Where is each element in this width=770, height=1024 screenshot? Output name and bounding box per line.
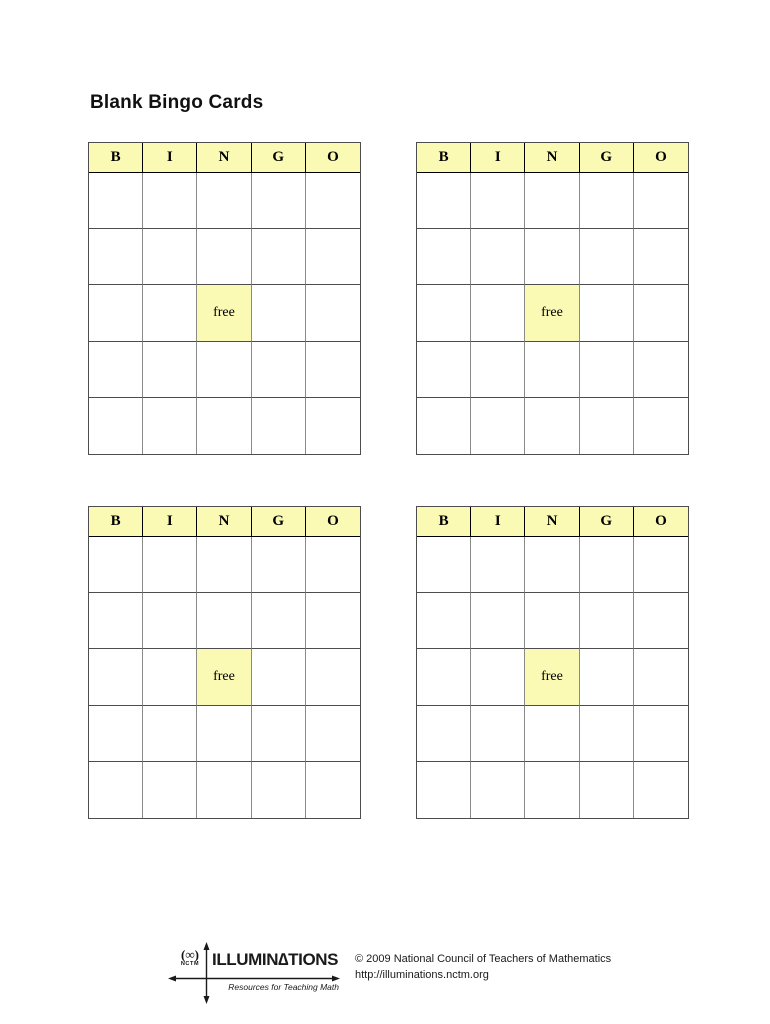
logo-tagline: Resources for Teaching Math: [228, 982, 339, 992]
bingo-cell: [89, 537, 143, 593]
bingo-cell: [89, 706, 143, 762]
bingo-cell: [252, 173, 306, 229]
bingo-cell: [143, 342, 197, 398]
bingo-cell: [143, 229, 197, 285]
bingo-free-cell: free: [197, 285, 251, 341]
bingo-card-3: [88, 506, 361, 819]
bingo-cell: [417, 398, 471, 454]
bingo-cell: [525, 173, 579, 229]
bingo-header-cell-n: N: [197, 143, 251, 173]
bingo-cell: [525, 706, 579, 762]
bingo-header-cell-b: B: [89, 143, 143, 173]
bingo-cell: [525, 398, 579, 454]
bingo-cell: [417, 649, 471, 705]
bingo-cell: [471, 706, 525, 762]
bingo-header-cell-n: N: [525, 143, 579, 173]
bingo-cell: [89, 398, 143, 454]
bingo-header-cell-g: G: [252, 507, 306, 537]
bingo-free-cell: free: [197, 649, 251, 705]
bingo-cell: [417, 173, 471, 229]
bingo-cell: [252, 649, 306, 705]
bingo-cell: [197, 706, 251, 762]
bingo-cell: [525, 537, 579, 593]
bingo-cell: [306, 398, 360, 454]
bingo-cell: [580, 762, 634, 818]
bingo-cell: [417, 706, 471, 762]
bingo-header-cell-i: I: [143, 143, 197, 173]
bingo-cell: [471, 342, 525, 398]
bingo-header-cell-o: O: [306, 507, 360, 537]
bingo-cell: [580, 649, 634, 705]
bingo-cell: [417, 762, 471, 818]
bingo-cell: [525, 762, 579, 818]
illuminations-wordmark: ILLUMIN∆TIONS: [212, 950, 339, 969]
page-title: Blank Bingo Cards: [90, 92, 264, 113]
bingo-cell: [634, 173, 688, 229]
bingo-cell: [252, 285, 306, 341]
bingo-cell: [525, 593, 579, 649]
nctm-infinity-icon: (∞): [181, 947, 199, 962]
bingo-cell: [580, 537, 634, 593]
bingo-cell: [471, 762, 525, 818]
bingo-header-cell-o: O: [634, 143, 688, 173]
bingo-cell: [634, 593, 688, 649]
bingo-cell: [471, 229, 525, 285]
illuminations-logo: [168, 940, 340, 1006]
bingo-cell: [417, 593, 471, 649]
bingo-cell: [634, 537, 688, 593]
bingo-cell: [89, 762, 143, 818]
bingo-cell: [143, 285, 197, 341]
copyright-text: © 2009 National Council of Teachers of Mathematics: [355, 953, 612, 965]
bingo-cell: [197, 342, 251, 398]
bingo-cell: [197, 537, 251, 593]
bingo-cell: [634, 398, 688, 454]
nctm-logo: [176, 948, 204, 967]
bingo-cell: [634, 342, 688, 398]
bingo-cell: [89, 649, 143, 705]
bingo-cell: [252, 229, 306, 285]
bingo-cell: [417, 342, 471, 398]
bingo-cell: [306, 537, 360, 593]
bingo-cell: [417, 229, 471, 285]
bingo-cell: [580, 229, 634, 285]
credits: [355, 952, 611, 983]
bingo-cell: [197, 762, 251, 818]
bingo-cell: [471, 173, 525, 229]
bingo-cell: [306, 649, 360, 705]
bingo-cell: [471, 398, 525, 454]
bingo-cell: [143, 706, 197, 762]
bingo-cell: [580, 173, 634, 229]
bingo-cell: [525, 229, 579, 285]
bingo-cell: [580, 706, 634, 762]
bingo-header-cell-n: N: [197, 507, 251, 537]
bingo-cell: [252, 398, 306, 454]
bingo-cell: [143, 762, 197, 818]
bingo-cell: [580, 398, 634, 454]
bingo-cell: [634, 762, 688, 818]
bingo-cell: [89, 593, 143, 649]
bingo-cell: [143, 537, 197, 593]
bingo-cell: [143, 398, 197, 454]
bingo-cell: [252, 593, 306, 649]
bingo-cell: [143, 649, 197, 705]
bingo-cell: [634, 649, 688, 705]
bingo-header-cell-i: I: [143, 507, 197, 537]
bingo-card-4: [416, 506, 689, 819]
bingo-cell: [143, 593, 197, 649]
bingo-free-cell: free: [525, 649, 579, 705]
bingo-cell: [525, 342, 579, 398]
bingo-header-cell-i: I: [471, 507, 525, 537]
bingo-cell: [634, 285, 688, 341]
bingo-cell: [580, 593, 634, 649]
bingo-cell: [197, 173, 251, 229]
bingo-cell: [306, 342, 360, 398]
bingo-header-cell-b: B: [89, 507, 143, 537]
bingo-cell: [471, 285, 525, 341]
bingo-cell: [89, 229, 143, 285]
bingo-cell: [252, 342, 306, 398]
bingo-header-cell-i: I: [471, 143, 525, 173]
bingo-header-cell-o: O: [306, 143, 360, 173]
bingo-header-cell-o: O: [634, 507, 688, 537]
bingo-header-cell-b: B: [417, 143, 471, 173]
bingo-cell: [634, 706, 688, 762]
bingo-cell: [143, 173, 197, 229]
bingo-header-cell-n: N: [525, 507, 579, 537]
bingo-cell: [252, 537, 306, 593]
bingo-cell: [306, 285, 360, 341]
bingo-header-cell-g: G: [580, 143, 634, 173]
bingo-cell: [306, 593, 360, 649]
url-text: http://illuminations.nctm.org: [355, 968, 489, 981]
bingo-cell: [306, 173, 360, 229]
bingo-cell: [197, 398, 251, 454]
bingo-cell: [580, 342, 634, 398]
bingo-cell: [417, 537, 471, 593]
bingo-header-cell-g: G: [252, 143, 306, 173]
bingo-cell: [197, 593, 251, 649]
bingo-cell: [471, 649, 525, 705]
bingo-cell: [252, 706, 306, 762]
bingo-cell: [580, 285, 634, 341]
bingo-cell: [634, 229, 688, 285]
bingo-cell: [89, 342, 143, 398]
bingo-cell: [89, 285, 143, 341]
bingo-cell: [89, 173, 143, 229]
footer: [0, 938, 770, 1008]
bingo-card-1: [88, 142, 361, 455]
bingo-cell: [306, 706, 360, 762]
bingo-header-cell-g: G: [580, 507, 634, 537]
bingo-cell: [197, 229, 251, 285]
bingo-header-cell-b: B: [417, 507, 471, 537]
bingo-cell: [306, 762, 360, 818]
bingo-card-2: [416, 142, 689, 455]
bingo-cell: [306, 229, 360, 285]
nctm-label: NCTM: [180, 961, 200, 967]
bingo-cell: [417, 285, 471, 341]
bingo-cell: [471, 537, 525, 593]
bingo-free-cell: free: [525, 285, 579, 341]
bingo-cell: [471, 593, 525, 649]
bingo-cell: [252, 762, 306, 818]
